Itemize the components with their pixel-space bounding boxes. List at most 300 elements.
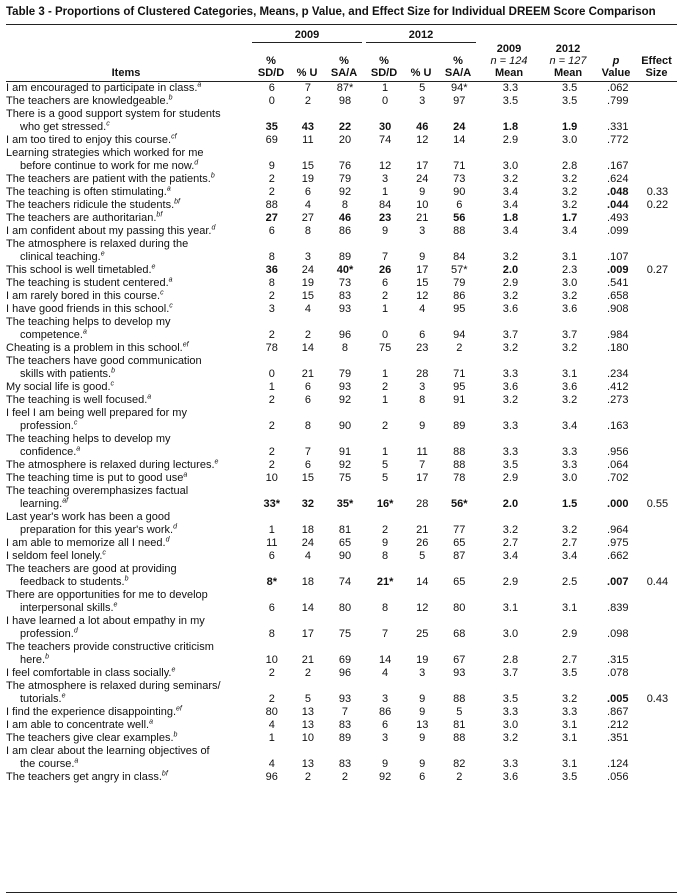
cell-sdd-2009: 35 <box>265 121 278 133</box>
item-footnote: b <box>168 94 173 102</box>
table-row <box>6 563 677 589</box>
item-footnote: bf <box>161 770 168 778</box>
cell-u-2009: 4 <box>304 303 311 315</box>
cell-p-value: .062 <box>607 82 629 94</box>
cell-p-value: .009 <box>607 264 629 276</box>
item-cell <box>6 342 253 355</box>
cell-mean-2009: 3.4 <box>502 225 519 237</box>
item-cell <box>6 173 253 186</box>
table-row <box>6 134 677 147</box>
item-text: I am too tired to enjoy this course. <box>6 134 172 146</box>
cell-sdd-2009: 6 <box>268 550 275 562</box>
cell-mean-2009: 3.2 <box>502 732 519 744</box>
item-footnote: a <box>76 445 81 453</box>
cell-mean-2012: 3.1 <box>561 368 578 380</box>
table-row <box>6 355 677 381</box>
cell-u-2012: 12 <box>416 602 429 614</box>
cell-effect-size <box>638 589 677 615</box>
cell-sdd-2009: 36 <box>265 264 278 276</box>
item-cell <box>6 745 253 771</box>
cell-u-2012: 12 <box>416 290 429 302</box>
cell-mean-2012: 3.1 <box>561 719 578 731</box>
cell-p-value: .984 <box>607 329 629 341</box>
cell-sasa-2009: 40* <box>336 264 354 276</box>
col-header-line: % <box>266 55 276 67</box>
cell-sasa-2009: 79 <box>338 173 352 185</box>
cell-u-2012: 9 <box>419 732 426 744</box>
cell-mean-2012: 1.9 <box>561 121 578 133</box>
cell-p-value: .541 <box>607 277 629 289</box>
item-text: The atmosphere is relaxed during seminars/ <box>6 680 221 692</box>
cell-sasa-2012: 2 <box>456 342 463 354</box>
item-text-continued: preparation for this year's work.$^d$ <box>20 523 178 536</box>
cell-sdd-2009: 80 <box>265 706 278 718</box>
table-row <box>6 186 677 199</box>
cell-sdd-2009: 2 <box>268 667 275 679</box>
cell-p-value: .975 <box>607 537 629 549</box>
item-footnote: a <box>147 393 152 401</box>
cell-sdd-2009: 6 <box>268 602 275 614</box>
cell-mean-2012: 2.8 <box>561 160 578 172</box>
cell-mean-2009: 3.3 <box>502 706 519 718</box>
table-row <box>6 472 677 485</box>
item-text: The teachers are knowledgeable. <box>6 95 169 107</box>
cell-p-value: .064 <box>607 459 629 471</box>
cell-p-value: .658 <box>607 290 629 302</box>
cell-effect-size <box>638 173 677 186</box>
cell-mean-2012: 3.2 <box>561 394 578 406</box>
cell-p-value: .799 <box>607 95 629 107</box>
item-footnote: c <box>169 302 173 310</box>
item-cell <box>6 563 253 589</box>
item-text: The teaching is student centered. <box>6 277 169 289</box>
cell-u-2012: 9 <box>419 186 426 198</box>
item-footnote: af <box>62 497 69 505</box>
cell-u-2009: 8 <box>304 225 311 237</box>
item-text: I am confident about my passing this year. <box>6 225 212 237</box>
col-header-line: n = 127 <box>549 55 587 67</box>
item-cell <box>6 433 253 459</box>
cell-sasa-2009: 91 <box>338 446 352 458</box>
cell-effect-size: 0.27 <box>646 264 669 276</box>
item-text: I am clear about the learning objectives of <box>6 745 210 757</box>
item-footnote: ef <box>182 341 189 349</box>
table-row <box>6 225 677 238</box>
cell-sdd-2012: 1 <box>382 186 389 198</box>
cell-p-value: .772 <box>607 134 629 146</box>
cell-u-2009: 14 <box>301 602 315 614</box>
cell-sdd-2012: 74 <box>378 134 392 146</box>
table-row <box>6 745 677 771</box>
cell-mean-2009: 3.0 <box>502 160 519 172</box>
cell-sasa-2012: 24 <box>453 121 466 133</box>
cell-mean-2012: 2.5 <box>561 576 578 588</box>
cell-sasa-2012: 5 <box>456 706 463 718</box>
cell-sdd-2012: 9 <box>382 537 389 549</box>
cell-mean-2009: 1.8 <box>502 212 519 224</box>
cell-p-value: .493 <box>607 212 629 224</box>
cell-mean-2012: 2.9 <box>561 628 578 640</box>
cell-sdd-2009: 2 <box>268 459 275 471</box>
cell-sdd-2009: 6 <box>268 82 275 94</box>
cell-u-2009: 24 <box>301 264 315 276</box>
group-header-2012: 2012 <box>366 28 476 43</box>
cell-sdd-2012: 16* <box>376 498 394 510</box>
cell-p-value: .624 <box>607 173 629 185</box>
cell-u-2009: 4 <box>304 550 311 562</box>
cell-u-2009: 19 <box>301 173 315 185</box>
cell-mean-2012: 3.2 <box>561 199 578 211</box>
cell-mean-2009: 3.4 <box>502 550 519 562</box>
cell-sdd-2009: 4 <box>268 758 275 770</box>
cell-mean-2009: 3.2 <box>502 173 519 185</box>
table-row <box>6 394 677 407</box>
item-footnote: c <box>102 549 106 557</box>
item-cell <box>6 147 253 173</box>
cell-sdd-2012: 5 <box>382 472 389 484</box>
cell-sasa-2012: 97 <box>453 95 466 107</box>
item-cell <box>6 550 253 563</box>
cell-u-2012: 17 <box>416 472 429 484</box>
col-header-line: SD/D <box>370 67 398 79</box>
cell-mean-2012: 2.3 <box>561 264 578 276</box>
cell-u-2009: 2 <box>304 771 311 783</box>
table-row <box>6 667 677 680</box>
cell-effect-size <box>638 615 677 641</box>
cell-p-value: .005 <box>607 693 629 705</box>
cell-mean-2009: 3.2 <box>502 251 519 263</box>
cell-effect-size: 0.43 <box>646 693 669 705</box>
item-text: I feel I am being well prepared for my <box>6 407 187 419</box>
col-header-2009-sdd <box>252 45 290 79</box>
cell-sasa-2009: 7 <box>341 706 349 718</box>
cell-mean-2009: 3.5 <box>502 693 519 705</box>
col-header-2012-sdd <box>364 45 404 79</box>
cell-p-value: .331 <box>607 121 629 133</box>
cell-sdd-2012: 21* <box>376 576 394 588</box>
cell-effect-size <box>638 134 677 147</box>
col-header-p-value <box>596 45 636 79</box>
item-footnote: e <box>113 601 118 609</box>
cell-u-2009: 15 <box>301 160 315 172</box>
cell-sasa-2009: 75 <box>338 472 352 484</box>
item-footnote: b <box>210 172 215 180</box>
cell-sasa-2012: 86 <box>453 290 466 302</box>
item-footnote: d <box>165 536 170 544</box>
cell-sasa-2012: 56* <box>451 498 468 510</box>
cell-sasa-2012: 79 <box>453 277 466 289</box>
cell-sdd-2009: 1 <box>268 381 275 393</box>
cell-mean-2012: 3.2 <box>561 524 578 536</box>
item-text: The teachers are patient with the patients. <box>6 173 211 185</box>
item-footnote: c <box>160 289 164 297</box>
cell-sasa-2009: 86 <box>338 225 352 237</box>
cell-u-2009: 8 <box>304 420 311 432</box>
cell-sasa-2012: 6 <box>456 199 463 211</box>
item-text: The teaching helps to develop my <box>6 316 171 328</box>
item-footnote: e <box>171 666 176 674</box>
cell-u-2012: 17 <box>416 160 429 172</box>
item-footnote: e <box>151 263 156 271</box>
cell-mean-2009: 2.0 <box>502 498 519 510</box>
col-header-mean-2009 <box>478 29 540 79</box>
cell-sasa-2009: 46 <box>338 212 352 224</box>
cell-u-2012: 9 <box>419 251 426 263</box>
item-text-continued: before continue to work for me now.$^d$ <box>20 159 199 172</box>
cell-sasa-2012: 88 <box>453 732 466 744</box>
cell-sasa-2012: 88 <box>453 225 466 237</box>
cell-sdd-2012: 0 <box>382 95 389 107</box>
table-row <box>6 641 677 667</box>
cell-sasa-2012: 73 <box>453 173 466 185</box>
item-cell <box>6 316 253 342</box>
col-header-effect-size <box>636 45 677 79</box>
cell-mean-2012: 2.7 <box>561 537 578 549</box>
cell-p-value: .167 <box>607 160 629 172</box>
cell-sdd-2009: 8 <box>268 277 275 289</box>
cell-p-value: .964 <box>607 524 629 536</box>
cell-p-value: .351 <box>607 732 629 744</box>
cell-mean-2009: 3.4 <box>502 186 519 198</box>
table-row <box>6 706 677 719</box>
cell-u-2009: 27 <box>301 212 315 224</box>
item-footnote: c <box>73 419 78 427</box>
cell-u-2009: 17 <box>301 628 315 640</box>
item-text: I feel comfortable in class socially. <box>6 667 172 679</box>
cell-mean-2012: 3.5 <box>561 95 578 107</box>
cell-sdd-2012: 3 <box>382 693 389 705</box>
item-footnote: e <box>214 458 219 466</box>
cell-sasa-2012: 65 <box>453 537 466 549</box>
cell-u-2009: 13 <box>301 758 315 770</box>
cell-u-2012: 28 <box>416 368 429 380</box>
cell-sasa-2009: 96 <box>338 667 352 679</box>
cell-u-2012: 7 <box>419 459 426 471</box>
cell-u-2009: 19 <box>301 277 315 289</box>
item-text-continued: feedback to students.$^b$ <box>20 575 129 588</box>
cell-mean-2012: 3.1 <box>561 602 578 614</box>
cell-u-2012: 26 <box>416 537 429 549</box>
cell-sdd-2009: 10 <box>265 654 278 666</box>
cell-u-2012: 4 <box>419 303 426 315</box>
cell-u-2009: 32 <box>301 498 315 510</box>
table-row <box>6 316 677 342</box>
cell-sdd-2009: 2 <box>268 290 275 302</box>
cell-p-value: .044 <box>607 199 629 211</box>
cell-mean-2009: 3.3 <box>502 420 519 432</box>
cell-sasa-2012: 88 <box>453 446 466 458</box>
cell-sasa-2012: 88 <box>453 459 466 471</box>
cell-sasa-2009: 79 <box>338 368 352 380</box>
item-footnote: b <box>45 653 49 661</box>
item-text: There is a good support system for students <box>6 108 221 120</box>
cell-effect-size <box>638 277 677 290</box>
cell-effect-size <box>638 316 677 342</box>
cell-sdd-2009: 2 <box>268 186 275 198</box>
cell-sdd-2009: 11 <box>266 537 278 549</box>
cell-u-2012: 6 <box>419 329 426 341</box>
cell-sasa-2012: 91 <box>453 394 466 406</box>
cell-sasa-2012: 71 <box>453 160 466 172</box>
item-footnote: a <box>74 757 79 765</box>
cell-sasa-2012: 90 <box>453 186 466 198</box>
cell-u-2009: 4 <box>304 199 311 211</box>
item-footnote: b <box>173 731 178 739</box>
cell-effect-size <box>638 303 677 316</box>
cell-sasa-2009: 22 <box>338 121 352 133</box>
cell-p-value: .056 <box>607 771 629 783</box>
cell-sdd-2012: 1 <box>382 446 389 458</box>
cell-p-value: .839 <box>607 602 629 614</box>
cell-effect-size: 0.55 <box>646 498 669 510</box>
item-cell <box>6 381 253 394</box>
cell-sasa-2012: 57* <box>451 264 468 276</box>
item-text: The teachers are good at providing <box>6 563 177 575</box>
cell-u-2009: 13 <box>301 719 315 731</box>
cell-u-2009: 7 <box>304 446 311 458</box>
cell-u-2012: 46 <box>416 121 429 133</box>
table-row <box>6 589 677 615</box>
item-cell <box>6 615 253 641</box>
cell-sasa-2009: 83 <box>338 719 352 731</box>
cell-effect-size <box>638 147 677 173</box>
cell-sdd-2009: 33* <box>263 498 281 510</box>
cell-sdd-2012: 12 <box>378 160 392 172</box>
item-cell <box>6 732 253 745</box>
cell-mean-2012: 3.4 <box>561 225 578 237</box>
cell-mean-2009: 3.5 <box>502 459 519 471</box>
cell-sasa-2009: 8 <box>341 199 349 211</box>
item-cell <box>6 719 253 732</box>
cell-mean-2009: 2.7 <box>502 537 519 549</box>
item-footnote: bf <box>156 211 163 219</box>
item-text: The atmosphere is relaxed during the <box>6 238 189 250</box>
cell-u-2012: 23 <box>416 342 429 354</box>
cell-mean-2012: 3.0 <box>561 134 578 146</box>
item-cell <box>6 264 253 277</box>
cell-sasa-2012: 78 <box>453 472 466 484</box>
cell-u-2012: 3 <box>419 381 426 393</box>
item-text: I am encouraged to participate in class. <box>6 82 198 94</box>
cell-effect-size <box>638 342 677 355</box>
item-cell <box>6 82 253 95</box>
cell-sasa-2009: 92 <box>338 459 352 471</box>
cell-mean-2012: 3.3 <box>561 459 578 471</box>
cell-p-value: .315 <box>607 654 629 666</box>
item-text-continued: interpersonal skills.$^e$ <box>20 601 118 614</box>
cell-sasa-2009: 81 <box>338 524 352 536</box>
cell-u-2012: 6 <box>419 771 426 783</box>
item-footnote: b <box>111 367 115 375</box>
col-header-line: Value <box>601 67 631 79</box>
col-header-line: % U <box>296 67 318 79</box>
table-row <box>6 615 677 641</box>
item-footnote: c <box>106 120 110 128</box>
table-row <box>6 537 677 550</box>
cell-mean-2012: 3.1 <box>561 251 578 263</box>
cell-u-2009: 6 <box>304 186 311 198</box>
item-text-continued: clinical teaching.$^e$ <box>20 250 105 263</box>
cell-u-2009: 24 <box>301 537 315 549</box>
item-footnote: a <box>197 81 202 89</box>
cell-mean-2012: 3.4 <box>561 420 578 432</box>
cell-u-2012: 12 <box>416 134 429 146</box>
table-row <box>6 303 677 316</box>
table-row <box>6 511 677 537</box>
item-footnote: c <box>110 380 115 388</box>
item-text: This school is well timetabled. <box>6 264 152 276</box>
item-text: I find the experience disappointing. <box>6 706 177 718</box>
cell-sdd-2009: 2 <box>268 173 275 185</box>
col-header-line: % <box>453 55 463 67</box>
cell-u-2009: 15 <box>301 472 315 484</box>
table-row <box>6 771 677 784</box>
cell-mean-2012: 3.0 <box>561 277 578 289</box>
col-header-line: % <box>379 55 389 67</box>
cell-u-2009: 13 <box>301 706 315 718</box>
cell-effect-size <box>638 550 677 563</box>
cell-sdd-2012: 2 <box>382 290 389 302</box>
cell-sasa-2012: 67 <box>453 654 466 666</box>
cell-sasa-2012: 93 <box>453 667 466 679</box>
cell-sdd-2012: 9 <box>382 225 389 237</box>
item-cell <box>6 537 253 550</box>
cell-sdd-2009: 2 <box>268 394 275 406</box>
cell-sasa-2012: 56 <box>453 212 466 224</box>
cell-mean-2009: 3.2 <box>502 394 519 406</box>
item-cell <box>6 771 253 784</box>
item-cell <box>6 641 253 667</box>
cell-p-value: .662 <box>607 550 629 562</box>
col-header-line: % U <box>410 67 432 79</box>
cell-sasa-2012: 88 <box>453 693 466 705</box>
cell-effect-size <box>638 459 677 472</box>
cell-p-value: .107 <box>607 251 629 263</box>
cell-sasa-2009: 98 <box>338 95 352 107</box>
cell-u-2012: 17 <box>416 264 429 276</box>
cell-effect-size <box>638 290 677 303</box>
col-header-2009-u <box>290 45 324 79</box>
cell-sasa-2009: 2 <box>341 771 349 783</box>
cell-sdd-2012: 6 <box>382 277 389 289</box>
cell-effect-size <box>638 82 677 95</box>
cell-u-2012: 21 <box>416 212 429 224</box>
cell-effect-size <box>638 511 677 537</box>
cell-sdd-2012: 7 <box>382 251 389 263</box>
cell-effect-size: 0.44 <box>646 576 669 588</box>
cell-sasa-2012: 84 <box>453 251 466 263</box>
item-text-continued: who get stressed.$^c$ <box>20 120 110 133</box>
cell-u-2009: 2 <box>304 329 311 341</box>
table-header <box>6 25 677 82</box>
table-row <box>6 108 677 134</box>
item-text: The teachers provide constructive criticism <box>6 641 214 653</box>
table-row <box>6 485 677 511</box>
cell-p-value: .124 <box>607 758 629 770</box>
item-footnote: e <box>100 250 105 258</box>
cell-mean-2009: 3.3 <box>502 758 519 770</box>
item-text-continued: profession.$^c$ <box>20 419 78 432</box>
item-footnote: a <box>82 328 87 336</box>
cell-sdd-2009: 2 <box>268 329 275 341</box>
col-header-line: % <box>339 55 349 67</box>
item-cell <box>6 290 253 303</box>
cell-sasa-2009: 90 <box>338 420 352 432</box>
cell-mean-2009: 3.2 <box>502 290 519 302</box>
table-row <box>6 82 677 95</box>
table-row <box>6 433 677 459</box>
cell-u-2009: 3 <box>304 251 311 263</box>
